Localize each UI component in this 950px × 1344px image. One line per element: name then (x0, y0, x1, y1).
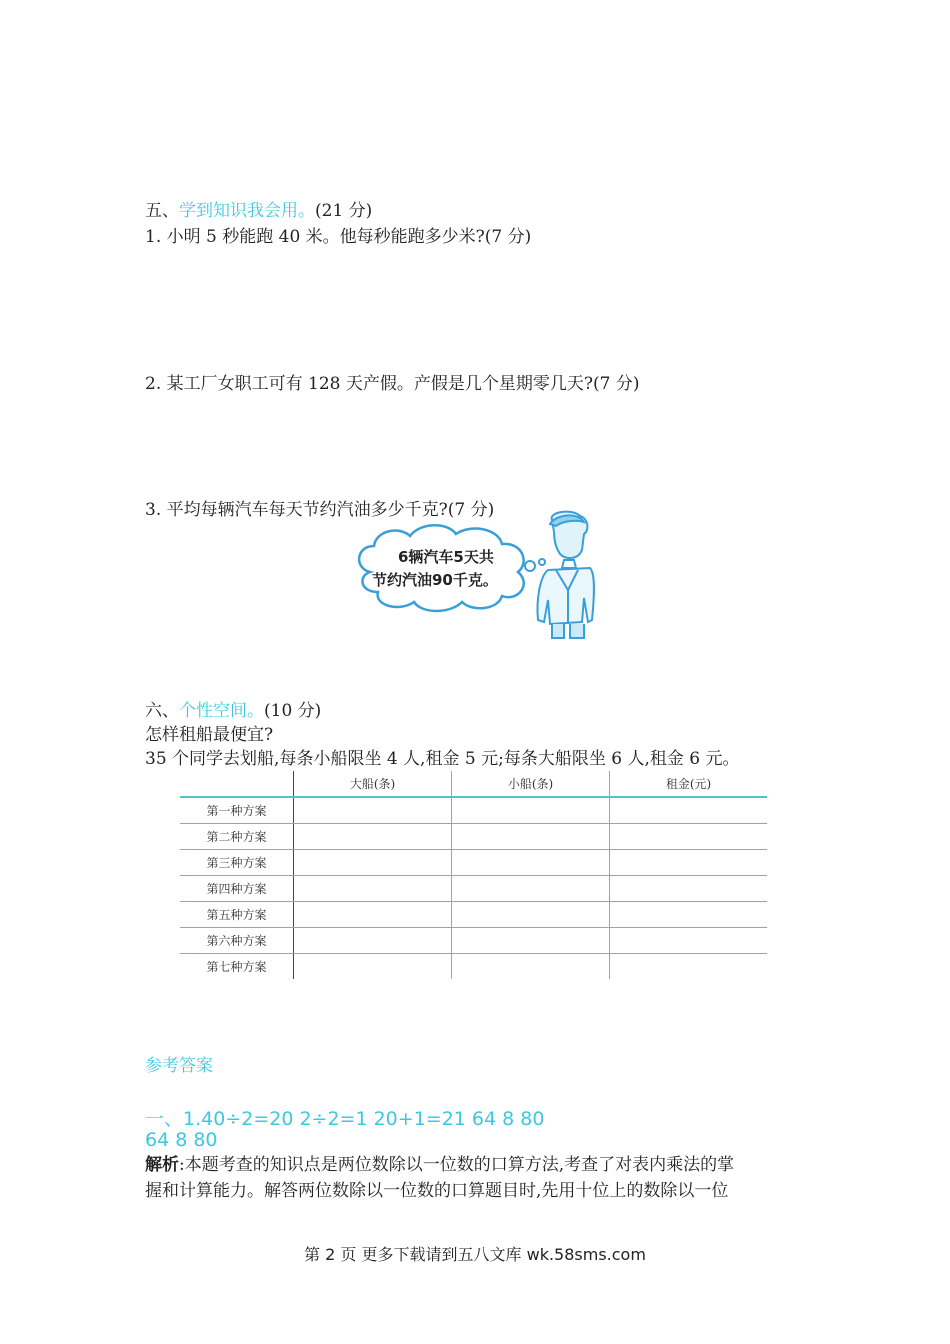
rental-plan-table (180, 771, 767, 979)
section6-heading (145, 700, 321, 722)
cell-big (294, 797, 452, 824)
question-2: 2. 某工厂女职工可有 128 天产假。产假是几个星期零几天?(7 分) (145, 374, 640, 394)
analysis-paragraph-line-2: 握和计算能力。解答两位数除以一位数的口算题目时,先用十位上的数除以一位 (145, 1181, 729, 1201)
cell-rent (610, 954, 768, 980)
section6-description: 35 个同学去划船,每条小船限坐 4 人,租金 5 元;每条大船限坐 6 人,租金 6 元。 (145, 749, 740, 769)
cell-big (294, 824, 452, 850)
row-label: 第三种方案 (180, 850, 294, 876)
table-row (180, 928, 767, 954)
cell-small (452, 850, 610, 876)
cell-rent (610, 850, 768, 876)
row-label: 第四种方案 (180, 876, 294, 902)
section5-prefix: 五、 (145, 201, 179, 221)
bubble-line-2: 节约汽油90千克。 (372, 571, 498, 589)
header-rent: 租金(元) (610, 771, 768, 797)
table-header-row (180, 771, 767, 797)
cell-small (452, 824, 610, 850)
section5-heading (145, 200, 372, 222)
question-3: 3. 平均每辆汽车每天节约汽油多少千克?(7 分) (145, 500, 495, 520)
header-big-boat: 大船(条) (294, 771, 452, 797)
row-label: 第七种方案 (206, 960, 267, 974)
section6-prefix: 六、 (145, 701, 179, 721)
cell-big (294, 954, 452, 980)
cell-rent (610, 928, 768, 954)
section5-title: 学到知识我会用。 (179, 201, 315, 221)
table-row (180, 902, 767, 928)
answer-line-2: 64 8 80 (145, 1129, 218, 1151)
table-corner-cell (180, 771, 294, 797)
question-1: 1. 小明 5 秒能跑 40 米。他每秒能跑多少米?(7 分) (145, 227, 532, 247)
cell-big (294, 928, 452, 954)
table-row (180, 954, 767, 980)
cell-small (452, 876, 610, 902)
header-small-boat: 小船(条) (452, 771, 610, 797)
cell-rent (610, 797, 768, 824)
analysis-paragraph-line-1 (145, 1152, 734, 1178)
answers-title: 参考答案 (145, 1056, 213, 1076)
page-footer: 第 2 页 更多下载请到五八文库 wk.58sms.com (304, 1245, 646, 1264)
cell-big (294, 850, 452, 876)
row-label: 第五种方案 (180, 902, 294, 928)
table-row (180, 824, 767, 850)
analysis-label: 解析 (145, 1155, 179, 1175)
man-figure (537, 512, 594, 638)
bubble-line-1: 6辆汽车5天共 (398, 548, 494, 566)
row-label: 第一种方案 (180, 797, 294, 824)
section6-question: 怎样租船最便宜? (145, 725, 274, 745)
answer-line-1: 一、1.40÷2=20 2÷2=1 20+1=21 64 8 80 (145, 1108, 545, 1130)
cell-small (452, 928, 610, 954)
cell-small (452, 797, 610, 824)
row-label: 第六种方案 (180, 928, 294, 954)
cell-big (294, 876, 452, 902)
cell-rent (610, 876, 768, 902)
cell-rent (610, 902, 768, 928)
cell-small (452, 954, 610, 980)
cell-big (294, 902, 452, 928)
table-row (180, 850, 767, 876)
table-row (180, 876, 767, 902)
man-thinking-illustration (352, 510, 602, 645)
section6-title: 个性空间。 (179, 701, 264, 721)
section5-score: (21 分) (315, 201, 373, 221)
analysis-text-1: :本题考查的知识点是两位数除以一位数的口算方法,考查了对表内乘法的掌 (179, 1155, 735, 1175)
cell-small (452, 902, 610, 928)
table-row (180, 797, 767, 824)
row-label: 第二种方案 (180, 824, 294, 850)
section6-score: (10 分) (264, 701, 322, 721)
cell-rent (610, 824, 768, 850)
